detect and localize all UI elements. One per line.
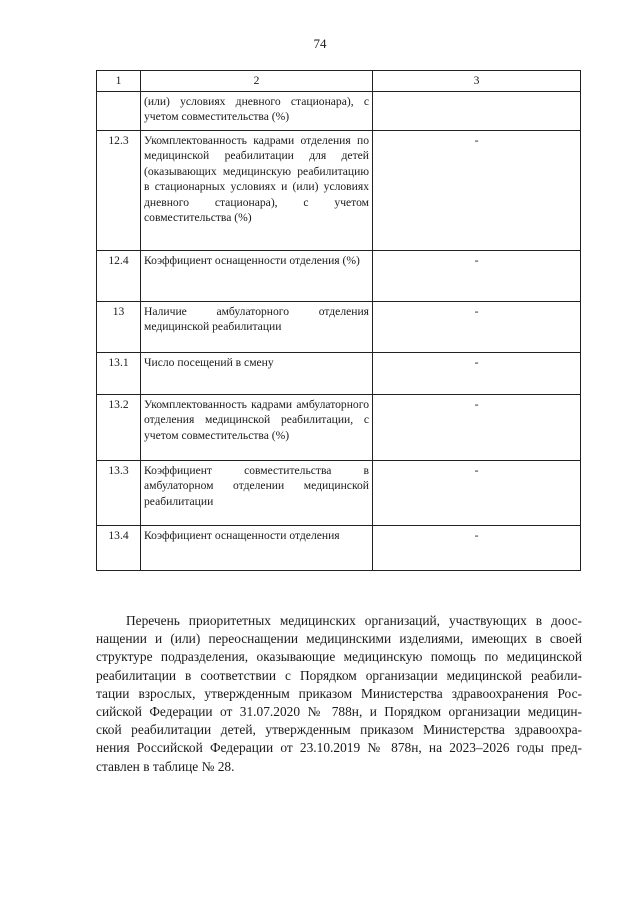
row-description: Число посещений в смену bbox=[141, 353, 373, 395]
row-value: - bbox=[373, 353, 581, 395]
table-row bbox=[97, 251, 581, 302]
row-value: - bbox=[373, 251, 581, 302]
paragraph-line: структуре подразделения, оказывающие медицинскую помощь по медицинской bbox=[96, 649, 582, 665]
column-header-2: 2 bbox=[141, 71, 373, 92]
row-number: 13.3 bbox=[97, 461, 141, 526]
table-row bbox=[97, 461, 581, 526]
paragraph-line: ставлен в таблице № 28. bbox=[96, 758, 235, 774]
row-description: Коэффициент совместительства в амбулаторном отделении медицинской реабилитации bbox=[141, 461, 373, 526]
row-value: - bbox=[373, 395, 581, 461]
row-description: (или) условиях дневного стационара), с учетом совместительства (%) bbox=[141, 92, 373, 131]
row-value: - bbox=[373, 302, 581, 353]
page-number: 74 bbox=[313, 36, 327, 51]
column-header-1: 1 bbox=[97, 71, 141, 92]
table-row bbox=[97, 302, 581, 353]
row-number: 12.3 bbox=[97, 131, 141, 251]
paragraph-line: ской реабилитации детей, утвержденным приказом Министерства здравоохра- bbox=[96, 722, 582, 738]
row-number: 12.4 bbox=[97, 251, 141, 302]
row-number bbox=[97, 92, 141, 131]
row-number: 13.2 bbox=[97, 395, 141, 461]
body-paragraph bbox=[96, 612, 582, 776]
table-row bbox=[97, 395, 581, 461]
row-value: - bbox=[373, 461, 581, 526]
row-number: 13 bbox=[97, 302, 141, 353]
row-description: Укомплектованность кадрами отделения по медицинской реабилитации для детей (оказывающих медицинскую реабилитацию в стационарных условиях и (или) условиях дневного стационара), с учетом совместительства (%) bbox=[141, 131, 373, 251]
row-value bbox=[373, 92, 581, 131]
row-number: 13.1 bbox=[97, 353, 141, 395]
paragraph-line: сийской Федерации от 31.07.2020 № 788н, и Порядком организации медицин- bbox=[96, 704, 582, 720]
table-row bbox=[97, 526, 581, 571]
row-description: Укомплектованность кадрами амбулаторного отделения медицинской реабилитации, с учетом совместительства (%) bbox=[141, 395, 373, 461]
row-value: - bbox=[373, 131, 581, 251]
row-description: Наличие амбулаторного отделения медицинской реабилитации bbox=[141, 302, 373, 353]
paragraph-line: Перечень приоритетных медицинских организаций, участвующих в доос- bbox=[126, 613, 582, 628]
table-row bbox=[97, 353, 581, 395]
row-description: Коэффициент оснащенности отделения (%) bbox=[141, 251, 373, 302]
row-value: - bbox=[373, 526, 581, 571]
table-row bbox=[97, 92, 581, 131]
table-row bbox=[97, 131, 581, 251]
indicators-table bbox=[96, 70, 581, 571]
paragraph-line: тации взрослых, утвержденным приказом Министерства здравоохранения Рос- bbox=[96, 685, 582, 701]
paragraph-line: нащении и (или) переоснащении медицинскими изделиями, имеющих в своей bbox=[96, 631, 582, 647]
row-description: Коэффициент оснащенности отделения bbox=[141, 526, 373, 571]
paragraph-line: реабилитации в соответствии с Порядком организации медицинской реабили- bbox=[96, 667, 582, 683]
table-header-row bbox=[97, 71, 581, 92]
paragraph-line: нения Российской Федерации от 23.10.2019 № 878н, на 2023–2026 годы пред- bbox=[96, 740, 582, 756]
column-header-3: 3 bbox=[373, 71, 581, 92]
row-number: 13.4 bbox=[97, 526, 141, 571]
